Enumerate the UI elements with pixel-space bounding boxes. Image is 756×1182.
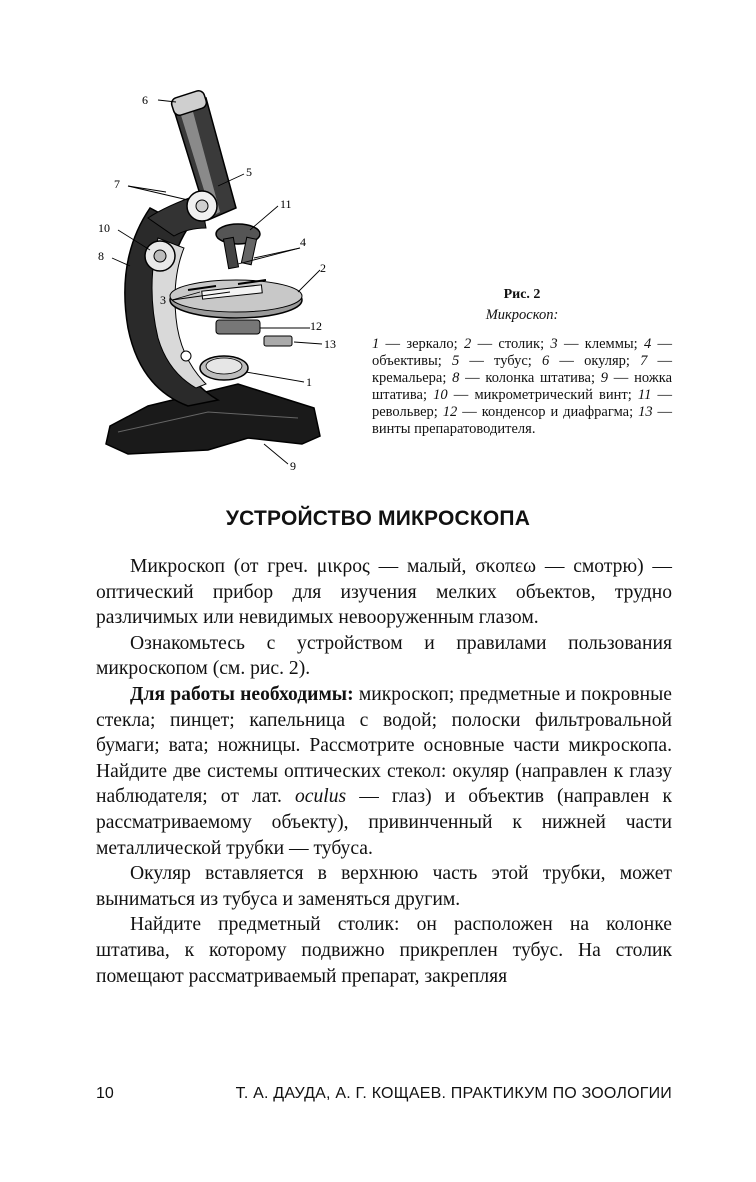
- legend-text-2: столик: [498, 336, 541, 352]
- figure-label-11: 11: [280, 197, 292, 211]
- legend-num-5: 5: [451, 353, 460, 369]
- figure-label-6: 6: [142, 93, 148, 107]
- legend-num-10: 10: [433, 387, 448, 403]
- legend-num-7: 7: [640, 353, 648, 369]
- legend-text-6: окуляр: [584, 353, 626, 369]
- page-footer: [96, 1085, 672, 1107]
- paragraph-4: Окуляр вставляется в верхнюю часть этой трубки, может выниматься из тубуса и заменяться другим.: [96, 863, 672, 910]
- required-materials-label: Для работы необходимы:: [130, 683, 354, 705]
- figure-label-2: 2: [320, 261, 326, 275]
- legend-text-3: клеммы: [584, 336, 634, 352]
- legend-num-9: 9: [600, 370, 609, 386]
- coarse-focus-knob-center: [196, 200, 208, 212]
- legend-text-7: кремальера: [372, 370, 443, 386]
- legend-num-12: 12: [442, 404, 458, 420]
- figure-number: Рис. 2: [503, 287, 541, 302]
- legend-text-9: ножка штатива: [372, 370, 673, 403]
- section-heading: УСТРОЙСТВО МИКРОСКОПА: [225, 507, 531, 530]
- legend-text-8: колонка штатива: [485, 370, 591, 386]
- figure-caption: [372, 286, 672, 438]
- legend-text-12: конденсор и диафрагма: [481, 404, 630, 420]
- microscope-illustration: [88, 88, 356, 480]
- figure-legend: 1 — зеркало; 2 — столик; 3 — клеммы; 4 — объективы; 5 — тубус; 6 — окуляр; 7 — кремальера; 8 — колонка штатива; 9 — ножка штатива; 10 — микрометрический винт; 11 — револьвер; 12 — конденсор и диафрагма; 13 — винты препаратоводителя.: [372, 336, 673, 437]
- legend-num-8: 8: [452, 370, 460, 386]
- legend-num-1: 1: [372, 336, 380, 352]
- body-text: [96, 554, 672, 989]
- arm-screw: [181, 351, 191, 361]
- figure-label-9: 9: [290, 459, 296, 473]
- legend-num-11: 11: [637, 387, 652, 403]
- legend-text-1: зеркало: [406, 336, 454, 352]
- figure-label-5: 5: [246, 165, 252, 179]
- paragraph-3-part-b: — глаз) и объектив (направлен к рассматриваемому объекту), привинченный к нижней части металлической трубки — тубуса.: [96, 786, 672, 859]
- figure-label-4: 4: [300, 235, 306, 249]
- legend-text-4: объективы: [372, 353, 438, 369]
- stage-screws: [264, 336, 292, 346]
- legend-text-5: тубус: [494, 353, 528, 369]
- legend-text-11: револьвер: [372, 404, 434, 420]
- paragraph-3-part-a: микроскоп; предметные и покровные стекла; пинцет; капельница с водой; полоски фильтровальной бумаги; вата; ножницы. Рассмотрите основные части микроскопа. Найдите две системы оптических стекол: окуляр (направлен к глазу наблюдателя; от лат.: [96, 683, 672, 808]
- figure-label-13: 13: [324, 337, 336, 351]
- figure-title: Микроскоп:: [485, 307, 559, 323]
- microscope-figure: [88, 88, 356, 480]
- paragraph-1: Микроскоп (от греч. μικρος — малый, σκοπεω — смотрю) — оптический прибор для изучения мелких объектов, трудно различимых или невидимых невооруженным глазом.: [96, 556, 672, 629]
- legend-num-13: 13: [638, 404, 653, 420]
- legend-num-3: 3: [550, 336, 558, 352]
- paragraph-3: [96, 682, 672, 861]
- latin-term: oculus: [295, 786, 347, 808]
- legend-num-6: 6: [541, 353, 550, 369]
- figure-label-3: 3: [160, 293, 166, 307]
- legend-num-2: 2: [464, 336, 472, 352]
- figure-label-12: 12: [310, 319, 322, 333]
- paragraph-2: Ознакомьтесь с устройством и правилами пользования микроскопом (см. рис. 2).: [96, 632, 672, 680]
- micrometric-knob-center: [154, 250, 166, 262]
- figure-label-1: 1: [306, 375, 312, 389]
- mirror-glass: [206, 358, 242, 374]
- legend-text-13: винты препаратоводителя: [372, 421, 532, 437]
- legend-text-10: микрометрический винт: [474, 387, 628, 403]
- figure-label-8: 8: [98, 249, 104, 263]
- figure-label-7: 7: [114, 177, 120, 191]
- condenser: [216, 320, 260, 334]
- running-title: Т. А. ДАУДА, А. Г. КОЩАЕВ. ПРАКТИКУМ ПО ЗООЛОГИИ: [235, 1085, 672, 1102]
- legend-num-4: 4: [643, 336, 652, 352]
- stand-foot: [106, 384, 320, 454]
- paragraph-5: Найдите предметный столик: он расположен на колонке штатива, к которому подвижно прикреплен тубус. На столик помещают рассматриваемый препарат, закрепляя: [96, 914, 672, 987]
- figure-label-10: 10: [98, 221, 110, 235]
- page-number: 10: [96, 1085, 114, 1102]
